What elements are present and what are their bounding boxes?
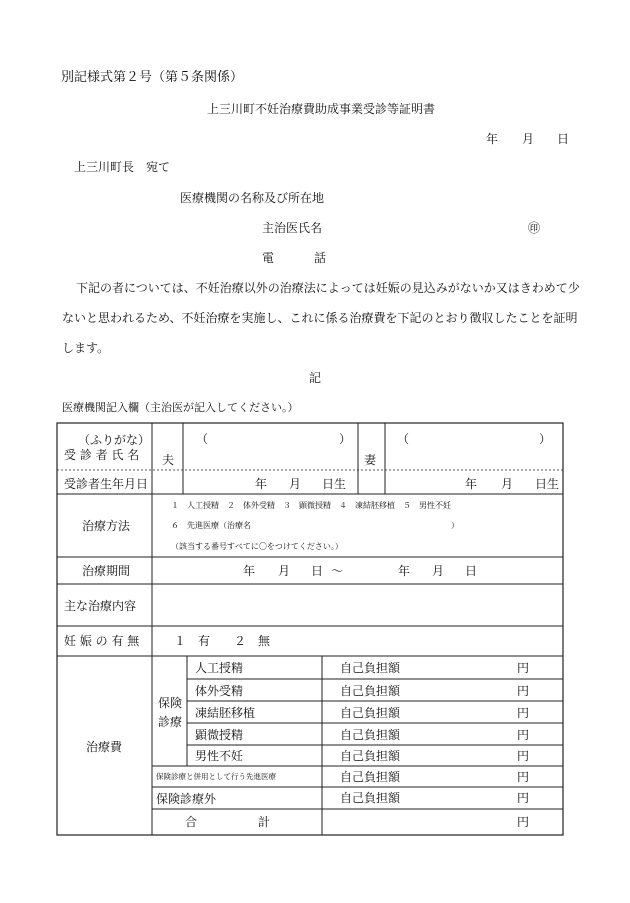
date-year-label: 年	[486, 132, 499, 146]
fee-unit: 円	[517, 770, 530, 784]
fee-unit: 円	[517, 661, 530, 675]
fee-item-male-infertility: 男性不妊	[195, 749, 244, 763]
phone-label-2: 話	[314, 251, 327, 265]
fee-unit: 円	[517, 684, 530, 698]
fee-share-label: 自己負担額	[340, 791, 401, 805]
birthdate-label: 受診者生年月日	[64, 477, 149, 491]
method-label: 治療方法	[82, 519, 131, 533]
date-day-label: 日	[557, 132, 570, 146]
fee-item-uninsured: 保険診療外	[156, 792, 217, 806]
period-day-2: 日	[465, 564, 478, 578]
fee-unit: 円	[517, 791, 530, 805]
pregnancy-options: １ 有 ２ 無	[174, 634, 271, 648]
doctor-name-label: 主治医氏名	[262, 221, 323, 235]
period-month-2: 月	[432, 564, 445, 578]
period-year-1: 年	[243, 564, 256, 578]
period-month-1: 月	[278, 564, 291, 578]
addressee: 上三川町長 宛て	[74, 160, 171, 174]
fee-unit: 円	[517, 728, 530, 742]
fee-item-icsi: 顕微授精	[195, 728, 244, 742]
fee-share-label: 自己負担額	[340, 770, 401, 784]
statement-line-2: ないと思われるため、不妊治療を実施し、これに係る治療費を下記のとおり徴収したことを証明	[62, 311, 578, 325]
fee-share-label: 自己負担額	[340, 661, 401, 675]
wife-birth-month: 月	[501, 477, 514, 491]
husband-label: 夫	[162, 453, 175, 467]
period-label: 治療期間	[82, 564, 131, 578]
methods-line-1: １ 人工授精 ２ 体外受精 ３ 顕微授精 ４ 凍結胚移植 ５ 男性不妊	[171, 501, 451, 510]
document-title: 上三川町不妊治療費助成事業受診等証明書	[207, 102, 436, 116]
phone-label-1: 電	[262, 251, 275, 265]
fee-unit: 円	[517, 749, 530, 763]
period-day-1: 日	[311, 564, 324, 578]
husband-birth-year: 年	[255, 477, 268, 491]
wife-label: 妻	[364, 453, 377, 467]
insurance-label-2: 診療	[158, 715, 183, 729]
fee-item-artificial-insemination: 人工授精	[195, 661, 244, 675]
period-year-2: 年	[398, 564, 411, 578]
husband-birth-month: 月	[289, 477, 302, 491]
husband-furigana-close: ）	[339, 432, 352, 446]
wife-birth-year: 年	[465, 477, 478, 491]
fee-share-label: 自己負担額	[340, 749, 401, 763]
methods-note: （該当する番号すべてに〇をつけてください。）	[171, 542, 343, 551]
institution-label: 医療機関の名称及び所在地	[180, 191, 325, 205]
period-tilde: ～	[331, 564, 344, 578]
statement-line-1: 下記の者については、不妊治療以外の治療法によっては妊娠の見込みがないか又はきわめて少	[76, 281, 580, 295]
fee-share-label: 自己負担額	[340, 684, 401, 698]
husband-furigana-open: （	[196, 432, 209, 446]
seal-mark: ㊞	[528, 221, 541, 235]
wife-birth-day: 日生	[535, 477, 560, 491]
pregnancy-label: 妊 娠 の 有 無	[64, 634, 140, 648]
fee-share-label: 自己負担額	[340, 706, 401, 720]
fee-label: 治療費	[86, 740, 123, 754]
section-label: 医療機関記入欄（主治医が記入してください。）	[62, 401, 299, 414]
fee-item-ivf: 体外受精	[195, 684, 244, 698]
fee-share-label: 自己負担額	[340, 728, 401, 742]
fee-item-advanced-medical: 保険診療と併用として行う先進医療	[156, 772, 276, 781]
statement-line-3: します。	[62, 341, 110, 355]
form-number: 別記様式第２号（第５条関係）	[61, 70, 244, 85]
fee-item-frozen-embryo-transfer: 凍結胚移植	[195, 706, 256, 720]
methods-close: ）	[451, 521, 459, 530]
total-label-1: 合	[185, 815, 198, 829]
total-unit: 円	[517, 815, 530, 829]
patient-name-label: 受 診 者 氏 名	[64, 448, 140, 462]
methods-line-2: ６ 先進医療（治療名	[171, 521, 251, 530]
content-label: 主な治療内容	[64, 599, 137, 613]
date-month-label: 月	[522, 132, 535, 146]
ki-mark: 記	[309, 371, 322, 385]
wife-furigana-close: ）	[539, 432, 552, 446]
husband-birth-day: 日生	[322, 477, 347, 491]
fee-unit: 円	[517, 706, 530, 720]
total-label-2: 計	[258, 815, 271, 829]
furigana-label: （ふりがな）	[78, 433, 151, 447]
wife-furigana-open: （	[397, 432, 410, 446]
insurance-label-1: 保険	[158, 696, 183, 710]
